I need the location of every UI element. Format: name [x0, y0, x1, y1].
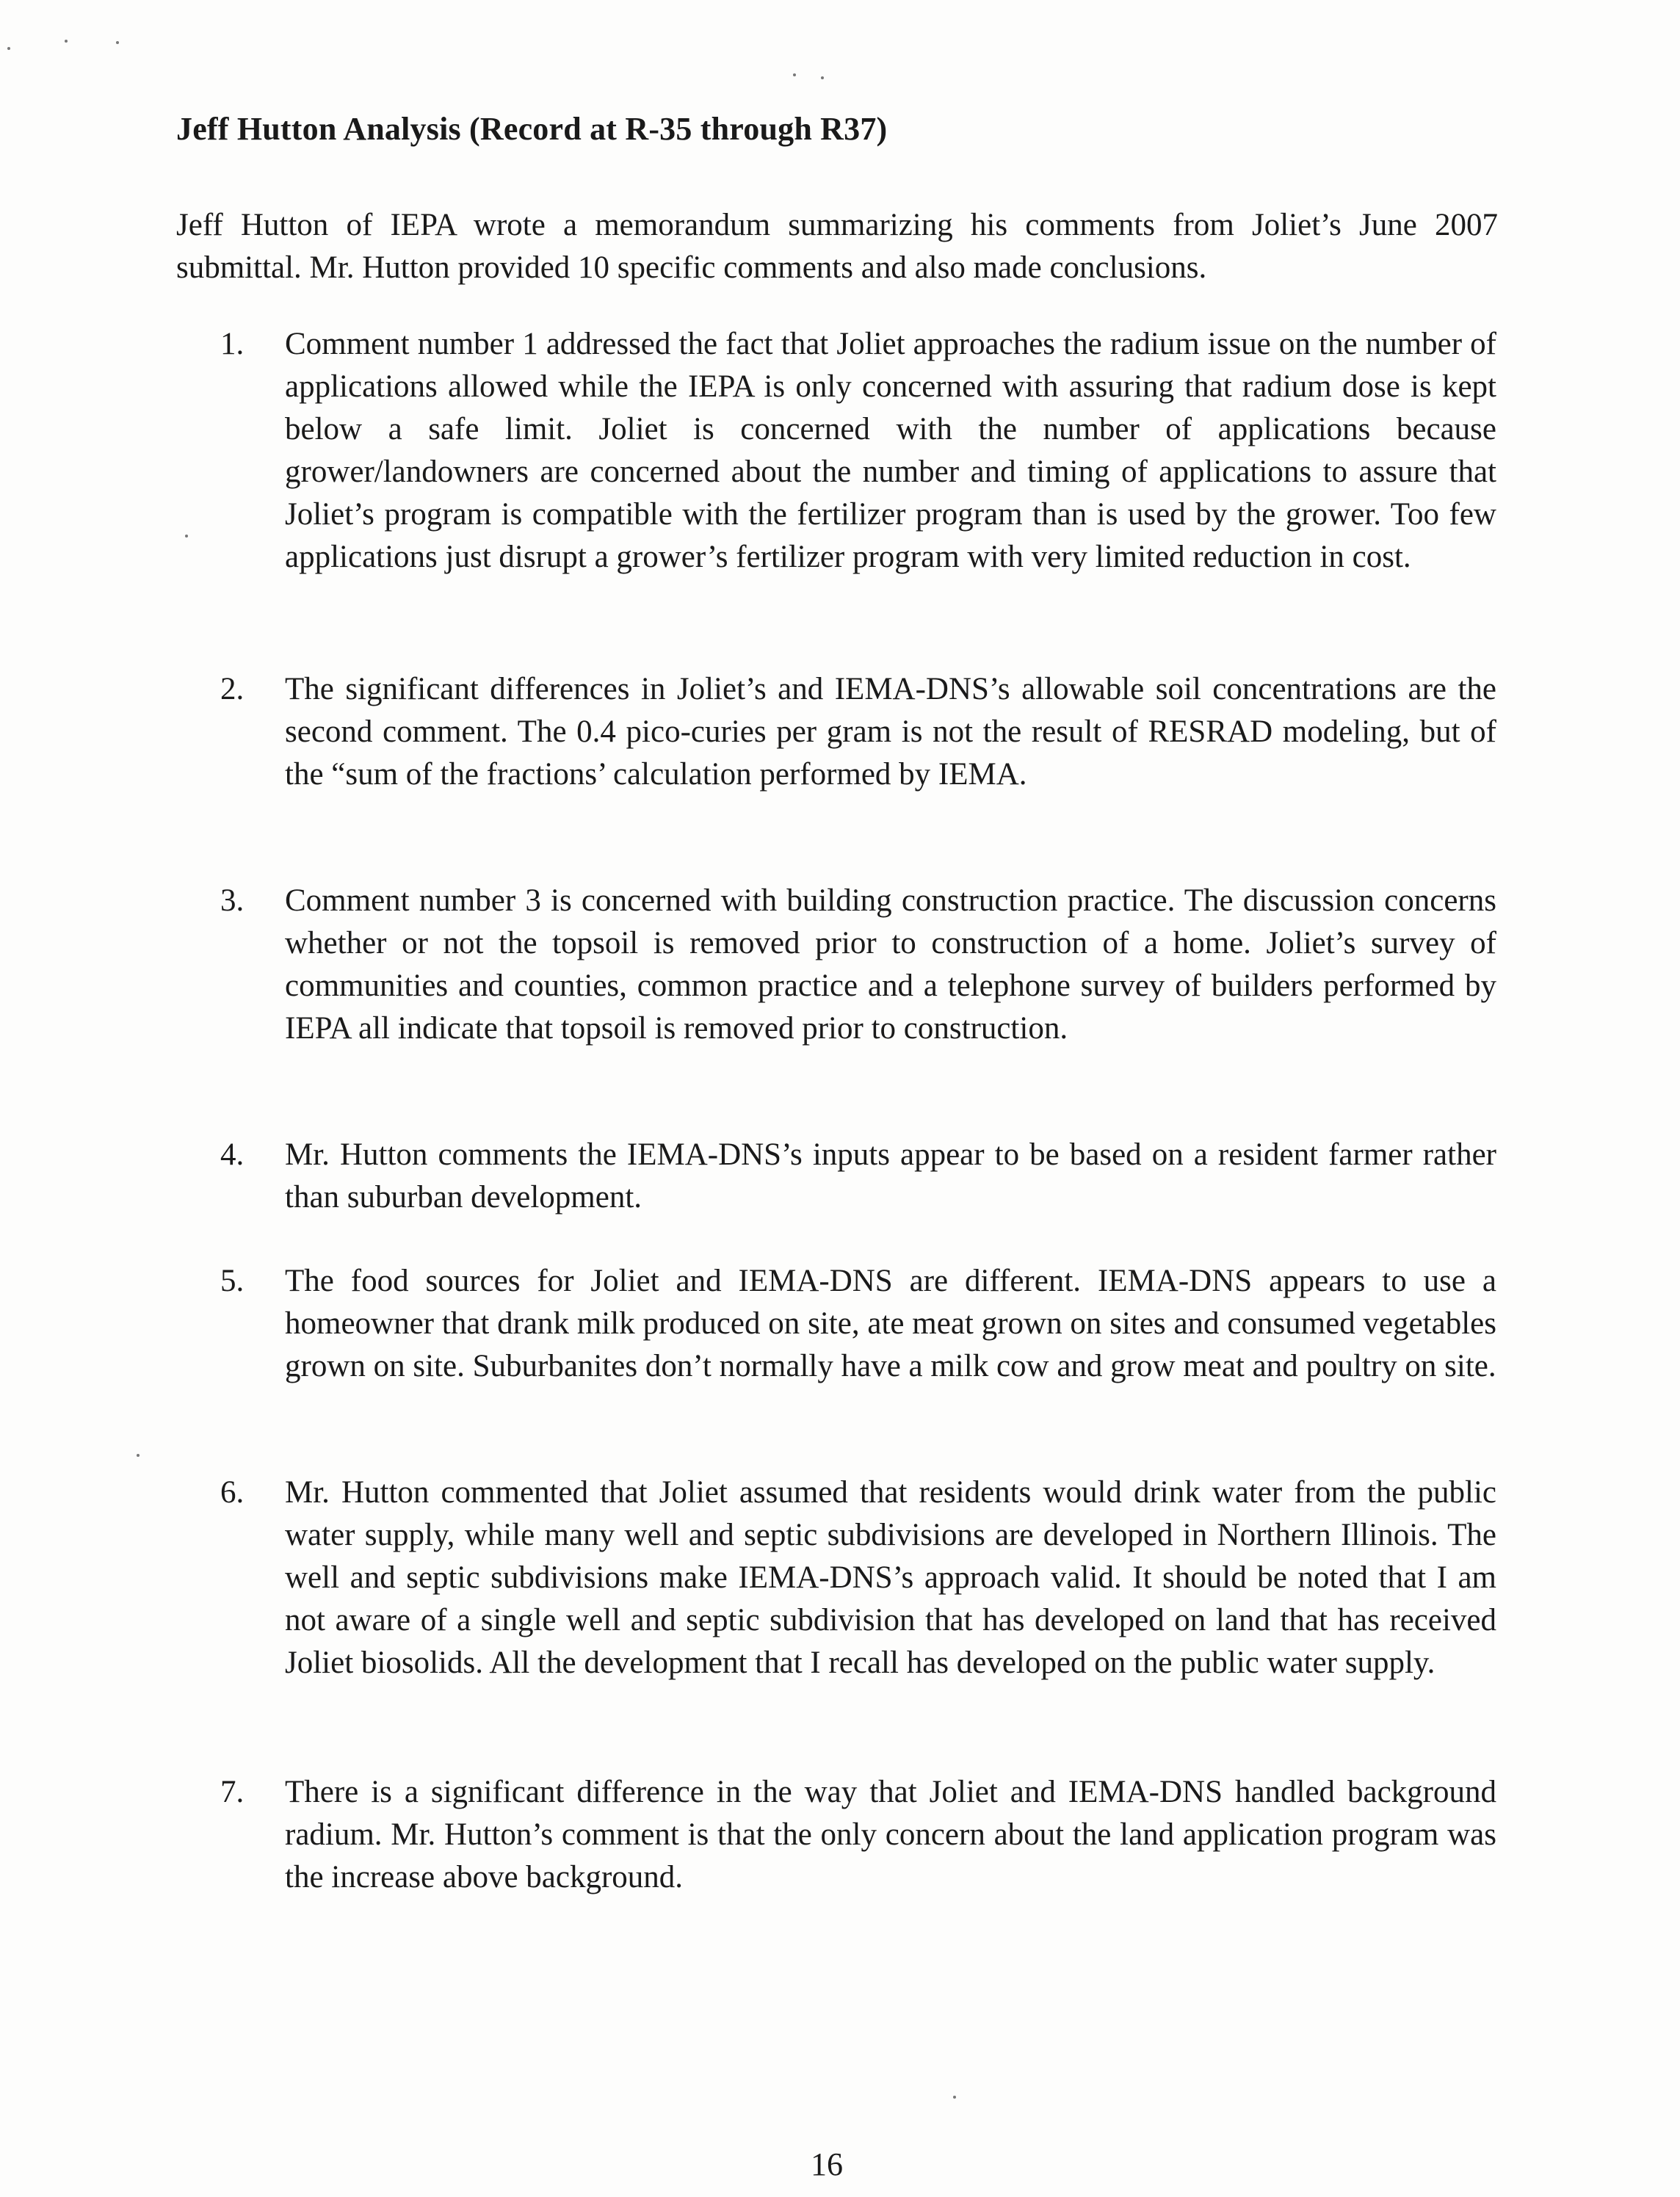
item-number: 5.: [220, 1264, 245, 1298]
intro-paragraph: Jeff Hutton of IEPA wrote a memorandum summarizing his comments from Joliet’s June 2007 submittal. Mr. Hutton provided 10 specific comments and also made conclusions.: [176, 208, 1498, 285]
scan-speck: [7, 47, 10, 50]
section-heading: Jeff Hutton Analysis (Record at R-35 through R37): [176, 111, 888, 147]
scan-speck: [821, 76, 824, 79]
item-text: The significant differences in Joliet’s and IEMA-DNS’s allowable soil concentrations are the second comment. The 0.4 pico-curies per gram is not the result of RESRAD modeling, but of the “sum of the fractions’ calculation performed by IEMA.: [285, 672, 1496, 792]
scan-speck: [116, 41, 119, 44]
item-number: 3.: [220, 883, 245, 918]
scan-speck: [953, 2096, 956, 2099]
item-number: 2.: [220, 672, 245, 706]
item-number: 4.: [220, 1137, 245, 1172]
item-text: Comment number 3 is concerned with building construction practice. The discussion concerns whether or not the topsoil is removed prior to construction of a home. Joliet’s survey of communities and counties, common practice and a telephone survey of builders performed by IEPA all indicate that topsoil is removed prior to construction.: [285, 883, 1496, 1046]
item-text: The food sources for Joliet and IEMA-DNS are different. IEMA-DNS appears to use a homeowner that drank milk produced on site, ate meat grown on sites and consumed vegetables grown on site. Suburbanites don’t normally have a milk cow and grow meat and poultry on site.: [285, 1264, 1496, 1383]
scan-speck: [185, 535, 188, 538]
page-number: 16: [811, 2146, 843, 2182]
item-text: Comment number 1 addressed the fact that Joliet approaches the radium issue on the number of applications allowed while the IEPA is only concerned with assuring that radium dose is kept below a safe limit. Joliet is concerned with the number of applications because grower/landowners are concerned about the number and timing of applications to assure that Joliet’s program is compatible with the fertilizer program than is used by the grower. Too few applications just disrupt a grower’s fertilizer program with very limited reduction in cost.: [285, 327, 1496, 574]
scan-speck: [65, 40, 68, 43]
item-number: 1.: [220, 327, 245, 361]
item-text: There is a significant difference in the way that Joliet and IEMA-DNS handled background radium. Mr. Hutton’s comment is that the only concern about the land application program was the increase above background.: [285, 1775, 1496, 1894]
item-text: Mr. Hutton commented that Joliet assumed that residents would drink water from the public water supply, while many well and septic subdivisions are developed in Northern Illinois. The well and septic subdivisions make IEMA-DNS’s approach valid. It should be noted that I am not aware of a single well and septic subdivision that has developed on land that has received Joliet biosolids. All the development that I recall has developed on the public water supply.: [285, 1475, 1496, 1680]
scan-speck: [793, 73, 796, 76]
item-number: 6.: [220, 1475, 245, 1510]
item-text: Mr. Hutton comments the IEMA-DNS’s inputs appear to be based on a resident farmer rather than suburban development.: [285, 1137, 1496, 1215]
scan-speck: [137, 1454, 140, 1457]
item-number: 7.: [220, 1775, 245, 1809]
